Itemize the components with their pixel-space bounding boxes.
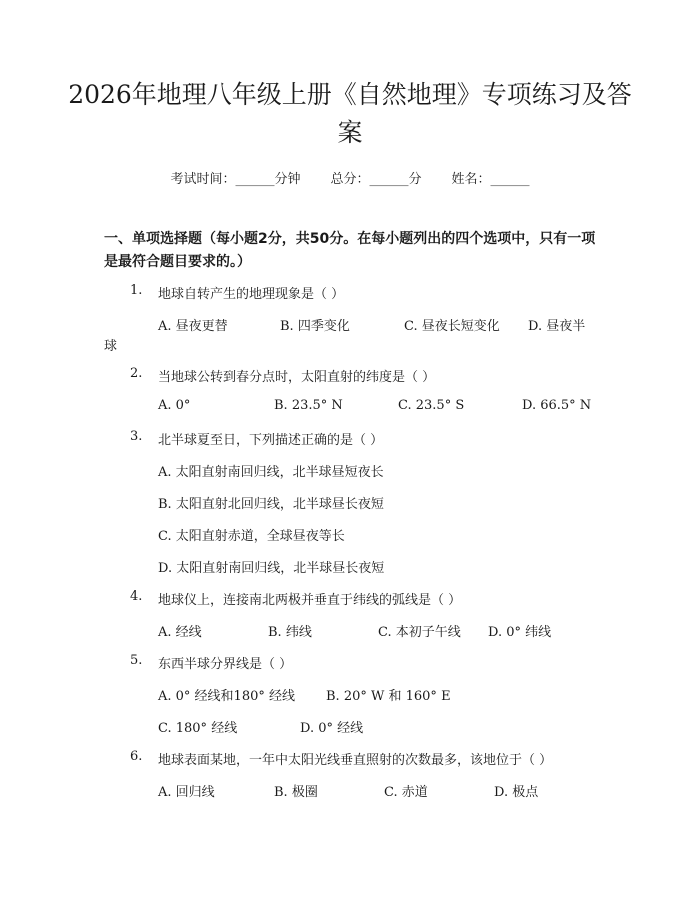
- q2-option-b: B. 23.5° N: [274, 398, 343, 413]
- q5-option-d: D. 0° 经线: [300, 721, 364, 736]
- q6-option-c: C. 赤道: [384, 785, 428, 800]
- q5-option-b: B. 20° W 和 160° E: [326, 689, 451, 704]
- question-3-text: 北半球夏至日，下列描述正确的是（ ）: [158, 433, 384, 448]
- q3-option-c: C. 太阳直射赤道，全球昼夜等长: [158, 529, 345, 544]
- question-number: 1.: [130, 283, 143, 298]
- exam-meta: [0, 168, 700, 187]
- question-4-number: 4.: [130, 589, 143, 604]
- q4-option-d: D. 0° 纬线: [488, 625, 552, 640]
- q1-option-a: A. 昼夜更替: [158, 319, 228, 334]
- question-5-text: 东西半球分界线是（ ）: [158, 657, 293, 672]
- question-6-number: 6.: [130, 749, 143, 764]
- q2-option-c: C. 23.5° S: [398, 398, 465, 413]
- q5-option-a: A. 0° 经线和180° 经线: [158, 689, 296, 704]
- q2-option-d: D. 66.5° N: [522, 398, 592, 413]
- question-4-text: 地球仪上，连接南北两极并垂直于纬线的弧线是（ ）: [158, 593, 462, 608]
- q4-option-a: A. 经线: [158, 625, 202, 640]
- student-name-field: 姓名：______: [451, 172, 530, 187]
- q6-option-d: D. 极点: [494, 785, 539, 800]
- q3-option-d: D. 太阳直射南回归线，北半球昼长夜短: [158, 561, 385, 576]
- q2-option-a: A. 0°: [158, 398, 191, 413]
- q1-option-d: D. 昼夜半: [528, 319, 586, 334]
- total-score-field: 总分：______分: [330, 172, 422, 187]
- question-3-number: 3.: [130, 429, 143, 444]
- question-2-number: 2.: [130, 366, 143, 381]
- q4-option-b: B. 纬线: [268, 625, 312, 640]
- question-6-text: 地球表面某地，一年中太阳光线垂直照射的次数最多，该地位于（ ）: [158, 753, 553, 768]
- q6-option-a: A. 回归线: [158, 785, 215, 800]
- q4-option-c: C. 本初子午线: [378, 625, 461, 640]
- q1-option-b: B. 四季变化: [280, 319, 350, 334]
- exam-title: 2026年地理八年级上册《自然地理》专项练习及答案: [68, 80, 632, 147]
- exam-time-field: 考试时间：______分钟: [170, 172, 301, 187]
- question-1-text: 地球自转产生的地理现象是（ ）: [158, 287, 345, 302]
- question-5-number: 5.: [130, 653, 143, 668]
- q1-option-d-wrap: 球: [104, 339, 118, 354]
- q1-option-c: C. 昼夜长短变化: [404, 319, 500, 334]
- q6-option-b: B. 极圈: [274, 785, 318, 800]
- q5-option-c: C. 180° 经线: [158, 721, 238, 736]
- section-heading: 一、单项选择题（每小题2分，共50分。在每小题列出的四个选项中，只有一项是最符合题目要求的。）: [104, 231, 596, 270]
- q3-option-b: B. 太阳直射北回归线，北半球昼长夜短: [158, 497, 384, 512]
- question-2-text: 当地球公转到春分点时，太阳直射的纬度是（ ）: [158, 370, 436, 385]
- q3-option-a: A. 太阳直射南回归线，北半球昼短夜长: [158, 465, 384, 480]
